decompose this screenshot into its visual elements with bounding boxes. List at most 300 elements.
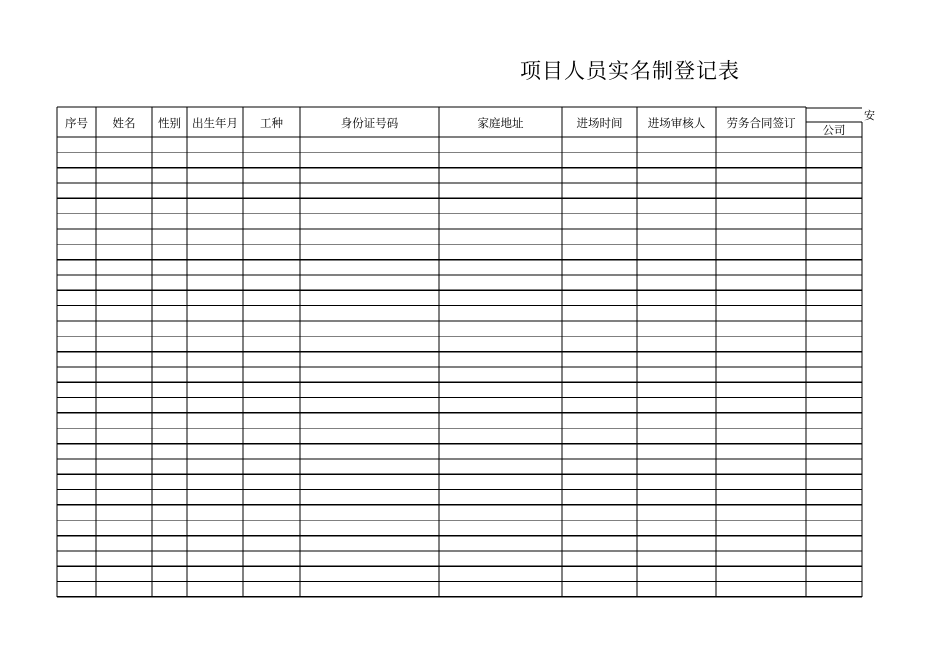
table-cell-gender[interactable] xyxy=(152,536,187,551)
table-cell-birth[interactable] xyxy=(187,229,243,244)
table-cell-entry_time[interactable] xyxy=(562,566,637,581)
table-cell-company[interactable] xyxy=(806,214,862,229)
table-cell-id_number[interactable] xyxy=(300,474,439,489)
table-cell-address[interactable] xyxy=(439,352,562,367)
table-cell-entry_reviewer[interactable] xyxy=(637,183,716,198)
table-cell-company[interactable] xyxy=(806,566,862,581)
table-cell-birth[interactable] xyxy=(187,505,243,520)
table-cell-address[interactable] xyxy=(439,444,562,459)
table-cell-id_number[interactable] xyxy=(300,290,439,305)
table-cell-gender[interactable] xyxy=(152,321,187,336)
table-cell-seq[interactable] xyxy=(57,413,96,428)
table-cell-labor_contract[interactable] xyxy=(716,428,806,443)
table-cell-entry_time[interactable] xyxy=(562,260,637,275)
table-cell-company[interactable] xyxy=(806,260,862,275)
table-cell-company[interactable] xyxy=(806,520,862,535)
table-cell-id_number[interactable] xyxy=(300,490,439,505)
table-cell-company[interactable] xyxy=(806,290,862,305)
table-cell-id_number[interactable] xyxy=(300,505,439,520)
table-cell-birth[interactable] xyxy=(187,321,243,336)
table-cell-entry_time[interactable] xyxy=(562,306,637,321)
table-cell-trade[interactable] xyxy=(243,168,300,183)
table-cell-address[interactable] xyxy=(439,198,562,213)
table-cell-name[interactable] xyxy=(96,382,152,397)
table-cell-entry_reviewer[interactable] xyxy=(637,321,716,336)
table-cell-trade[interactable] xyxy=(243,505,300,520)
table-cell-seq[interactable] xyxy=(57,444,96,459)
table-cell-entry_reviewer[interactable] xyxy=(637,444,716,459)
table-cell-address[interactable] xyxy=(439,260,562,275)
table-cell-id_number[interactable] xyxy=(300,306,439,321)
table-cell-seq[interactable] xyxy=(57,229,96,244)
table-cell-birth[interactable] xyxy=(187,459,243,474)
table-cell-gender[interactable] xyxy=(152,382,187,397)
table-cell-name[interactable] xyxy=(96,137,152,152)
table-cell-name[interactable] xyxy=(96,428,152,443)
table-cell-seq[interactable] xyxy=(57,474,96,489)
table-cell-entry_reviewer[interactable] xyxy=(637,490,716,505)
table-cell-entry_time[interactable] xyxy=(562,168,637,183)
table-cell-labor_contract[interactable] xyxy=(716,459,806,474)
table-cell-company[interactable] xyxy=(806,198,862,213)
table-cell-company[interactable] xyxy=(806,505,862,520)
table-cell-gender[interactable] xyxy=(152,244,187,259)
table-cell-id_number[interactable] xyxy=(300,214,439,229)
table-cell-id_number[interactable] xyxy=(300,229,439,244)
table-cell-entry_reviewer[interactable] xyxy=(637,352,716,367)
table-cell-name[interactable] xyxy=(96,536,152,551)
table-cell-birth[interactable] xyxy=(187,474,243,489)
table-cell-company[interactable] xyxy=(806,152,862,167)
table-cell-company[interactable] xyxy=(806,244,862,259)
table-cell-trade[interactable] xyxy=(243,398,300,413)
table-cell-seq[interactable] xyxy=(57,367,96,382)
table-cell-company[interactable] xyxy=(806,474,862,489)
table-cell-name[interactable] xyxy=(96,336,152,351)
table-cell-birth[interactable] xyxy=(187,336,243,351)
table-cell-entry_reviewer[interactable] xyxy=(637,459,716,474)
table-cell-labor_contract[interactable] xyxy=(716,336,806,351)
table-cell-entry_reviewer[interactable] xyxy=(637,428,716,443)
table-cell-gender[interactable] xyxy=(152,520,187,535)
table-cell-name[interactable] xyxy=(96,582,152,597)
table-cell-seq[interactable] xyxy=(57,398,96,413)
table-cell-gender[interactable] xyxy=(152,352,187,367)
table-cell-trade[interactable] xyxy=(243,275,300,290)
table-cell-id_number[interactable] xyxy=(300,152,439,167)
table-cell-entry_time[interactable] xyxy=(562,367,637,382)
table-cell-company[interactable] xyxy=(806,229,862,244)
table-cell-labor_contract[interactable] xyxy=(716,490,806,505)
table-cell-entry_reviewer[interactable] xyxy=(637,152,716,167)
table-cell-entry_reviewer[interactable] xyxy=(637,367,716,382)
table-cell-address[interactable] xyxy=(439,168,562,183)
table-cell-seq[interactable] xyxy=(57,352,96,367)
table-cell-name[interactable] xyxy=(96,444,152,459)
table-cell-address[interactable] xyxy=(439,336,562,351)
table-cell-labor_contract[interactable] xyxy=(716,244,806,259)
table-cell-birth[interactable] xyxy=(187,260,243,275)
table-cell-seq[interactable] xyxy=(57,290,96,305)
table-cell-address[interactable] xyxy=(439,490,562,505)
table-cell-id_number[interactable] xyxy=(300,168,439,183)
table-cell-trade[interactable] xyxy=(243,444,300,459)
table-cell-entry_time[interactable] xyxy=(562,398,637,413)
table-cell-birth[interactable] xyxy=(187,582,243,597)
table-cell-seq[interactable] xyxy=(57,275,96,290)
table-cell-trade[interactable] xyxy=(243,582,300,597)
table-cell-labor_contract[interactable] xyxy=(716,551,806,566)
table-cell-entry_reviewer[interactable] xyxy=(637,551,716,566)
table-cell-seq[interactable] xyxy=(57,382,96,397)
table-cell-company[interactable] xyxy=(806,168,862,183)
table-cell-trade[interactable] xyxy=(243,551,300,566)
table-cell-seq[interactable] xyxy=(57,214,96,229)
table-cell-id_number[interactable] xyxy=(300,321,439,336)
table-cell-address[interactable] xyxy=(439,137,562,152)
table-cell-address[interactable] xyxy=(439,582,562,597)
table-cell-id_number[interactable] xyxy=(300,367,439,382)
table-cell-entry_reviewer[interactable] xyxy=(637,214,716,229)
table-cell-name[interactable] xyxy=(96,229,152,244)
table-cell-labor_contract[interactable] xyxy=(716,352,806,367)
table-cell-name[interactable] xyxy=(96,244,152,259)
table-cell-id_number[interactable] xyxy=(300,551,439,566)
table-cell-gender[interactable] xyxy=(152,275,187,290)
table-cell-seq[interactable] xyxy=(57,582,96,597)
table-cell-company[interactable] xyxy=(806,183,862,198)
table-cell-labor_contract[interactable] xyxy=(716,290,806,305)
table-cell-company[interactable] xyxy=(806,459,862,474)
table-cell-gender[interactable] xyxy=(152,582,187,597)
table-cell-entry_reviewer[interactable] xyxy=(637,198,716,213)
table-cell-entry_reviewer[interactable] xyxy=(637,566,716,581)
table-cell-name[interactable] xyxy=(96,214,152,229)
table-cell-labor_contract[interactable] xyxy=(716,198,806,213)
table-cell-id_number[interactable] xyxy=(300,352,439,367)
table-cell-birth[interactable] xyxy=(187,168,243,183)
table-cell-seq[interactable] xyxy=(57,551,96,566)
table-cell-id_number[interactable] xyxy=(300,398,439,413)
table-cell-entry_time[interactable] xyxy=(562,321,637,336)
table-cell-gender[interactable] xyxy=(152,137,187,152)
table-cell-entry_time[interactable] xyxy=(562,214,637,229)
table-cell-trade[interactable] xyxy=(243,214,300,229)
table-cell-company[interactable] xyxy=(806,352,862,367)
table-cell-birth[interactable] xyxy=(187,183,243,198)
table-cell-company[interactable] xyxy=(806,428,862,443)
table-cell-gender[interactable] xyxy=(152,398,187,413)
table-cell-entry_reviewer[interactable] xyxy=(637,413,716,428)
table-cell-labor_contract[interactable] xyxy=(716,536,806,551)
table-cell-trade[interactable] xyxy=(243,290,300,305)
table-cell-id_number[interactable] xyxy=(300,382,439,397)
table-cell-address[interactable] xyxy=(439,367,562,382)
table-cell-birth[interactable] xyxy=(187,275,243,290)
table-cell-birth[interactable] xyxy=(187,566,243,581)
table-cell-gender[interactable] xyxy=(152,229,187,244)
table-cell-id_number[interactable] xyxy=(300,260,439,275)
table-cell-labor_contract[interactable] xyxy=(716,520,806,535)
table-cell-birth[interactable] xyxy=(187,290,243,305)
table-cell-seq[interactable] xyxy=(57,168,96,183)
table-cell-labor_contract[interactable] xyxy=(716,306,806,321)
table-cell-seq[interactable] xyxy=(57,260,96,275)
table-cell-company[interactable] xyxy=(806,336,862,351)
table-cell-address[interactable] xyxy=(439,244,562,259)
table-cell-gender[interactable] xyxy=(152,444,187,459)
table-cell-address[interactable] xyxy=(439,321,562,336)
table-cell-gender[interactable] xyxy=(152,474,187,489)
table-cell-birth[interactable] xyxy=(187,214,243,229)
table-cell-entry_time[interactable] xyxy=(562,137,637,152)
table-cell-seq[interactable] xyxy=(57,428,96,443)
table-cell-seq[interactable] xyxy=(57,152,96,167)
table-cell-address[interactable] xyxy=(439,428,562,443)
table-cell-trade[interactable] xyxy=(243,459,300,474)
table-cell-address[interactable] xyxy=(439,152,562,167)
table-cell-birth[interactable] xyxy=(187,382,243,397)
table-cell-labor_contract[interactable] xyxy=(716,582,806,597)
table-cell-company[interactable] xyxy=(806,413,862,428)
table-cell-gender[interactable] xyxy=(152,459,187,474)
table-cell-seq[interactable] xyxy=(57,183,96,198)
table-cell-name[interactable] xyxy=(96,413,152,428)
table-cell-labor_contract[interactable] xyxy=(716,444,806,459)
table-cell-seq[interactable] xyxy=(57,520,96,535)
table-cell-seq[interactable] xyxy=(57,536,96,551)
table-cell-birth[interactable] xyxy=(187,352,243,367)
table-cell-entry_time[interactable] xyxy=(562,520,637,535)
table-cell-name[interactable] xyxy=(96,367,152,382)
table-cell-company[interactable] xyxy=(806,306,862,321)
table-cell-id_number[interactable] xyxy=(300,183,439,198)
table-cell-entry_time[interactable] xyxy=(562,244,637,259)
table-cell-id_number[interactable] xyxy=(300,459,439,474)
table-cell-trade[interactable] xyxy=(243,367,300,382)
table-cell-birth[interactable] xyxy=(187,198,243,213)
table-cell-name[interactable] xyxy=(96,490,152,505)
table-cell-birth[interactable] xyxy=(187,244,243,259)
table-cell-entry_reviewer[interactable] xyxy=(637,582,716,597)
table-cell-labor_contract[interactable] xyxy=(716,183,806,198)
table-cell-entry_time[interactable] xyxy=(562,444,637,459)
table-cell-company[interactable] xyxy=(806,367,862,382)
table-cell-entry_reviewer[interactable] xyxy=(637,474,716,489)
table-cell-trade[interactable] xyxy=(243,474,300,489)
table-cell-entry_time[interactable] xyxy=(562,413,637,428)
table-cell-entry_time[interactable] xyxy=(562,152,637,167)
table-cell-address[interactable] xyxy=(439,183,562,198)
table-cell-trade[interactable] xyxy=(243,152,300,167)
table-cell-name[interactable] xyxy=(96,566,152,581)
table-cell-birth[interactable] xyxy=(187,428,243,443)
table-cell-seq[interactable] xyxy=(57,490,96,505)
table-cell-labor_contract[interactable] xyxy=(716,321,806,336)
table-cell-address[interactable] xyxy=(439,398,562,413)
table-cell-company[interactable] xyxy=(806,382,862,397)
table-cell-seq[interactable] xyxy=(57,336,96,351)
table-cell-gender[interactable] xyxy=(152,306,187,321)
table-cell-id_number[interactable] xyxy=(300,137,439,152)
table-cell-address[interactable] xyxy=(439,566,562,581)
table-cell-company[interactable] xyxy=(806,536,862,551)
table-cell-address[interactable] xyxy=(439,551,562,566)
table-cell-trade[interactable] xyxy=(243,382,300,397)
table-cell-labor_contract[interactable] xyxy=(716,367,806,382)
table-cell-entry_time[interactable] xyxy=(562,229,637,244)
table-cell-birth[interactable] xyxy=(187,444,243,459)
table-cell-id_number[interactable] xyxy=(300,566,439,581)
table-cell-seq[interactable] xyxy=(57,566,96,581)
table-cell-entry_reviewer[interactable] xyxy=(637,536,716,551)
table-cell-entry_time[interactable] xyxy=(562,198,637,213)
table-cell-gender[interactable] xyxy=(152,566,187,581)
table-cell-entry_time[interactable] xyxy=(562,382,637,397)
table-cell-name[interactable] xyxy=(96,306,152,321)
table-cell-labor_contract[interactable] xyxy=(716,566,806,581)
table-cell-address[interactable] xyxy=(439,275,562,290)
table-cell-entry_reviewer[interactable] xyxy=(637,306,716,321)
table-cell-labor_contract[interactable] xyxy=(716,413,806,428)
table-cell-entry_time[interactable] xyxy=(562,336,637,351)
table-cell-company[interactable] xyxy=(806,490,862,505)
table-cell-gender[interactable] xyxy=(152,214,187,229)
table-cell-trade[interactable] xyxy=(243,244,300,259)
table-cell-entry_time[interactable] xyxy=(562,459,637,474)
table-cell-labor_contract[interactable] xyxy=(716,214,806,229)
table-cell-trade[interactable] xyxy=(243,520,300,535)
table-cell-labor_contract[interactable] xyxy=(716,260,806,275)
table-cell-birth[interactable] xyxy=(187,152,243,167)
table-cell-address[interactable] xyxy=(439,306,562,321)
table-cell-name[interactable] xyxy=(96,152,152,167)
table-cell-name[interactable] xyxy=(96,474,152,489)
table-cell-name[interactable] xyxy=(96,505,152,520)
table-cell-address[interactable] xyxy=(439,229,562,244)
table-cell-trade[interactable] xyxy=(243,260,300,275)
table-cell-id_number[interactable] xyxy=(300,428,439,443)
table-cell-entry_reviewer[interactable] xyxy=(637,260,716,275)
table-cell-seq[interactable] xyxy=(57,137,96,152)
table-cell-seq[interactable] xyxy=(57,321,96,336)
table-cell-trade[interactable] xyxy=(243,490,300,505)
table-cell-entry_time[interactable] xyxy=(562,352,637,367)
table-cell-labor_contract[interactable] xyxy=(716,474,806,489)
table-cell-company[interactable] xyxy=(806,321,862,336)
table-cell-birth[interactable] xyxy=(187,367,243,382)
table-cell-labor_contract[interactable] xyxy=(716,382,806,397)
table-cell-birth[interactable] xyxy=(187,551,243,566)
table-cell-seq[interactable] xyxy=(57,505,96,520)
table-cell-name[interactable] xyxy=(96,459,152,474)
table-cell-gender[interactable] xyxy=(152,168,187,183)
table-cell-name[interactable] xyxy=(96,260,152,275)
table-cell-address[interactable] xyxy=(439,536,562,551)
table-cell-trade[interactable] xyxy=(243,566,300,581)
table-cell-gender[interactable] xyxy=(152,152,187,167)
table-cell-gender[interactable] xyxy=(152,260,187,275)
table-cell-entry_reviewer[interactable] xyxy=(637,244,716,259)
table-cell-entry_reviewer[interactable] xyxy=(637,520,716,535)
table-cell-name[interactable] xyxy=(96,275,152,290)
table-cell-entry_time[interactable] xyxy=(562,551,637,566)
table-cell-entry_time[interactable] xyxy=(562,183,637,198)
table-cell-labor_contract[interactable] xyxy=(716,275,806,290)
table-cell-name[interactable] xyxy=(96,198,152,213)
table-cell-entry_time[interactable] xyxy=(562,474,637,489)
table-cell-address[interactable] xyxy=(439,459,562,474)
table-cell-birth[interactable] xyxy=(187,536,243,551)
table-cell-id_number[interactable] xyxy=(300,275,439,290)
table-cell-address[interactable] xyxy=(439,505,562,520)
table-cell-entry_reviewer[interactable] xyxy=(637,336,716,351)
table-cell-entry_time[interactable] xyxy=(562,505,637,520)
table-cell-company[interactable] xyxy=(806,137,862,152)
table-cell-gender[interactable] xyxy=(152,505,187,520)
table-cell-entry_time[interactable] xyxy=(562,290,637,305)
table-cell-name[interactable] xyxy=(96,321,152,336)
table-cell-labor_contract[interactable] xyxy=(716,229,806,244)
table-cell-trade[interactable] xyxy=(243,336,300,351)
table-cell-trade[interactable] xyxy=(243,321,300,336)
table-cell-labor_contract[interactable] xyxy=(716,168,806,183)
table-cell-id_number[interactable] xyxy=(300,444,439,459)
table-cell-name[interactable] xyxy=(96,183,152,198)
table-cell-id_number[interactable] xyxy=(300,198,439,213)
table-cell-gender[interactable] xyxy=(152,551,187,566)
table-cell-address[interactable] xyxy=(439,214,562,229)
table-cell-trade[interactable] xyxy=(243,536,300,551)
table-cell-seq[interactable] xyxy=(57,459,96,474)
table-cell-gender[interactable] xyxy=(152,198,187,213)
table-cell-address[interactable] xyxy=(439,382,562,397)
table-cell-labor_contract[interactable] xyxy=(716,152,806,167)
table-cell-trade[interactable] xyxy=(243,229,300,244)
table-cell-birth[interactable] xyxy=(187,306,243,321)
table-cell-trade[interactable] xyxy=(243,198,300,213)
table-cell-id_number[interactable] xyxy=(300,582,439,597)
table-cell-gender[interactable] xyxy=(152,367,187,382)
table-cell-labor_contract[interactable] xyxy=(716,505,806,520)
table-cell-id_number[interactable] xyxy=(300,520,439,535)
table-cell-entry_reviewer[interactable] xyxy=(637,505,716,520)
table-cell-trade[interactable] xyxy=(243,352,300,367)
table-cell-entry_time[interactable] xyxy=(562,490,637,505)
table-cell-name[interactable] xyxy=(96,551,152,566)
table-cell-company[interactable] xyxy=(806,398,862,413)
table-cell-company[interactable] xyxy=(806,444,862,459)
table-cell-gender[interactable] xyxy=(152,290,187,305)
table-cell-birth[interactable] xyxy=(187,490,243,505)
table-cell-id_number[interactable] xyxy=(300,413,439,428)
table-cell-birth[interactable] xyxy=(187,520,243,535)
table-cell-seq[interactable] xyxy=(57,198,96,213)
table-cell-trade[interactable] xyxy=(243,306,300,321)
table-cell-entry_reviewer[interactable] xyxy=(637,229,716,244)
table-cell-birth[interactable] xyxy=(187,137,243,152)
table-cell-gender[interactable] xyxy=(152,336,187,351)
table-cell-entry_time[interactable] xyxy=(562,275,637,290)
table-cell-seq[interactable] xyxy=(57,244,96,259)
table-cell-address[interactable] xyxy=(439,520,562,535)
table-cell-id_number[interactable] xyxy=(300,536,439,551)
table-cell-trade[interactable] xyxy=(243,413,300,428)
table-cell-trade[interactable] xyxy=(243,183,300,198)
table-cell-entry_reviewer[interactable] xyxy=(637,290,716,305)
table-cell-entry_reviewer[interactable] xyxy=(637,398,716,413)
table-cell-entry_time[interactable] xyxy=(562,428,637,443)
